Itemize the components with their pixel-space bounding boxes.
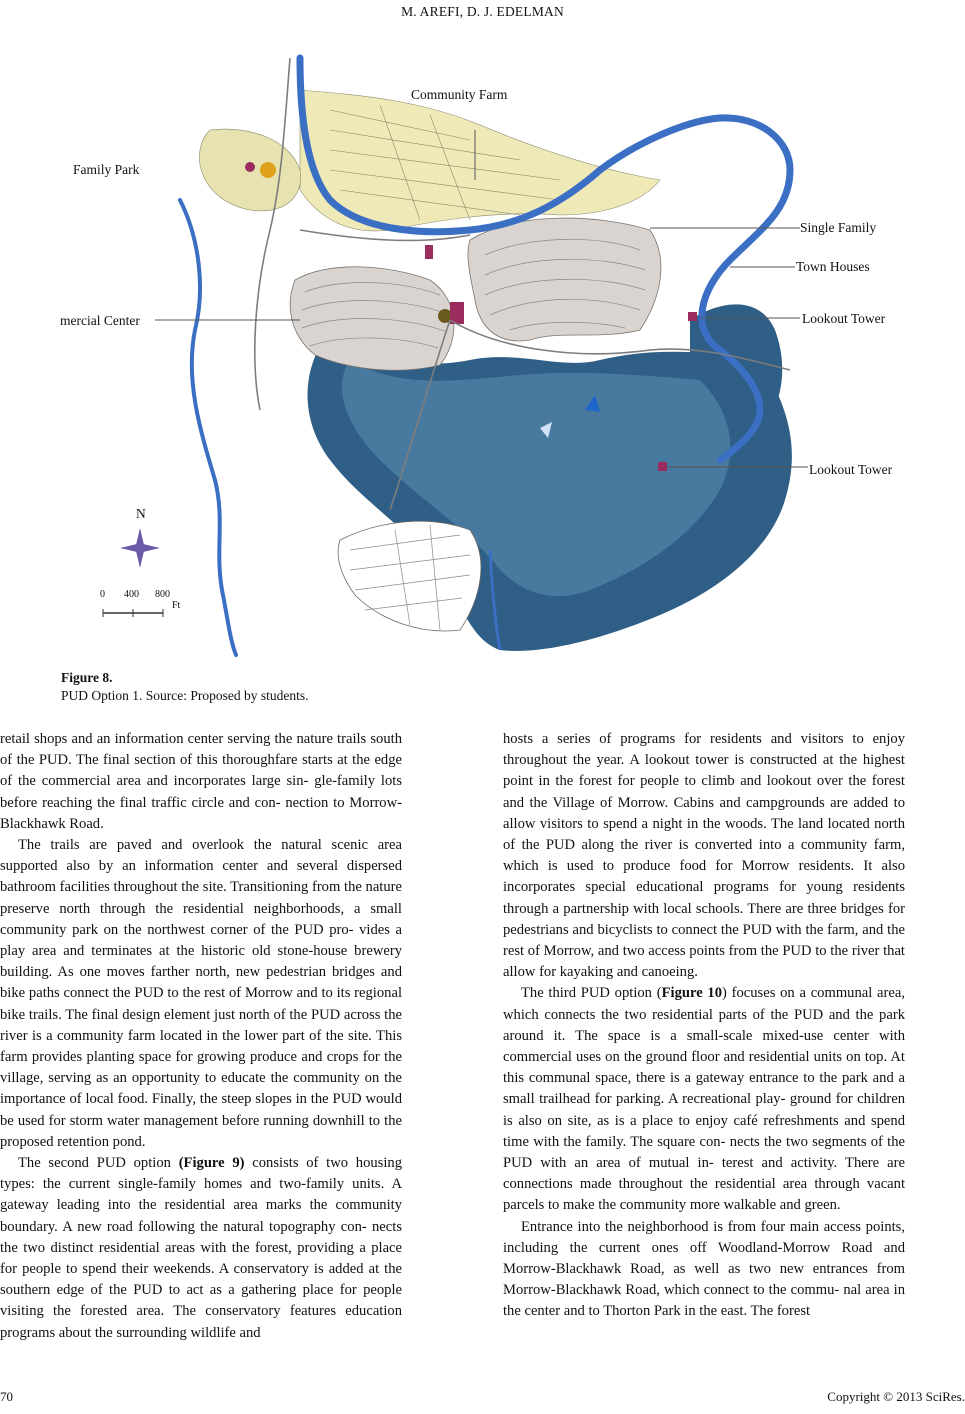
paragraph-text: ) focuses on a communal area, which connects the two residential parts of the PUD and the park around it. The space is a small-scale mixed-use center with commercial uses on the ground floor and residential units on top. At this communal space, there is a gateway entrance to the park and a small trailhead for parking. A recreational play- ground for children is also on site, as is a place to enjoy café refreshments and spend time with the family. The square con- nects the two segments of the PUD with an area of mutual in- terest and activity. There are connections made throughout the residential area through vacant parcels to make the community more walkable and green. bbox=[503, 985, 905, 1214]
scale-tick-0: 0 bbox=[100, 589, 105, 600]
label-family-park: Family Park bbox=[73, 162, 140, 177]
label-community-farm: Community Farm bbox=[411, 87, 508, 102]
figure-caption-text: PUD Option 1. Source: Proposed by students. bbox=[61, 688, 309, 703]
brewery-building bbox=[425, 245, 433, 259]
scale-tick-400: 400 bbox=[124, 589, 139, 600]
label-town-houses: Town Houses bbox=[796, 259, 870, 274]
label-single-family: Single Family bbox=[800, 220, 877, 235]
paragraph-text: The second PUD option bbox=[18, 1155, 179, 1172]
label-lookout-tower-1: Lookout Tower bbox=[802, 311, 886, 326]
community-farm-field bbox=[300, 90, 660, 231]
label-north: N bbox=[136, 506, 146, 521]
scale-tick-800: 800 bbox=[155, 589, 170, 600]
copyright: Copyright © 2013 SciRes. bbox=[827, 1389, 965, 1404]
label-lookout-tower-2: Lookout Tower bbox=[809, 462, 893, 477]
lookout-tower-marker-2 bbox=[658, 462, 667, 471]
paragraph: Entrance into the neighborhood is from four main access points, including the current ones off Woodland-Morrow Road and Morrow-Blackhawk Road, as well as two new entrances from Morrow-Blackhawk Road, which connect to the commu- nal area in the center and to Thorton Park in the east. The forest bbox=[503, 1218, 905, 1320]
paragraph-text: consists of two housing types: the current single-family homes and two-family units. A gateway leading into the residential area marks the community boundary. A new road following the natural topography con- nects the two distinct residential areas with the forest, providing a place for people to spend their weekends. A conservatory is added at the southern edge of the PUD to act as a gathering place for people visiting the forested area. The conservatory features education programs about the surrounding wildlife and bbox=[0, 1155, 402, 1341]
paragraph-text: The third PUD option ( bbox=[521, 985, 662, 1002]
paragraph: retail shops and an information center serving the nature trails south of the PUD. The final section of this thoroughfare starts at the edge of the commercial area and incorporates large sin- gle-family lots before reaching the final traffic circle and con- nection to Morrow-Blackhawk Road. bbox=[0, 731, 402, 832]
figure-number: Figure 8. bbox=[61, 670, 113, 685]
text-column-left bbox=[0, 729, 402, 1344]
paragraph bbox=[503, 983, 905, 1216]
river-west bbox=[180, 200, 236, 655]
figure-reference: Figure 10 bbox=[661, 985, 723, 1002]
page-number: 70 bbox=[0, 1389, 13, 1404]
text-column-right bbox=[503, 729, 905, 1323]
figure-reference: (Figure 9) bbox=[178, 1155, 245, 1172]
label-commercial-center: mercial Center bbox=[60, 313, 140, 328]
running-head: M. AREFI, D. J. EDELMAN bbox=[401, 4, 564, 19]
north-arrow bbox=[120, 528, 160, 568]
park-feature bbox=[260, 162, 276, 178]
figure-site-plan bbox=[0, 30, 965, 670]
paragraph bbox=[0, 1153, 402, 1344]
scale-unit: Ft bbox=[172, 600, 181, 611]
site-plan-map bbox=[0, 30, 965, 670]
figure-caption bbox=[61, 669, 309, 705]
paragraph: The trails are paved and overlook the natural scenic area supported also by an information center and several dispersed bathroom facilities throughout the site. Transitioning from the nature preserve north through the residential neighborhoods, a small community park on the northwest corner of the PUD pro- vides a play area and terminates at the historic old stone-house brewery building. As one moves farther north, new pedestrian bridges and bike paths connect the PUD to the rest of Morrow and to its regional bike trails. The final design element just north of the PUD across the river is a community farm located in the lower part of the site. This farm provides planting space for growing produce and crops for the village, serving as an opportunity to educate the community on the importance of local food. Finally, the steep slopes in the PUD would be used for storm water management before running downhill to the proposed retention pond. bbox=[0, 837, 402, 1150]
paragraph: hosts a series of programs for residents and visitors to enjoy throughout the year. A lookout tower is constructed at the highest point in the forest for people to climb and lookout over the forest and the Village of Morrow. Cabins and campgrounds are added to allow visitors to spend a night in the woods. The land located north of the PUD along the river is converted into a community farm, which is used to produce food for Morrow residents. It also incorporates special educational programs for young residents through a partnership with local schools. There are three bridges for pedestrians and bicyclists to connect the PUD with the farm, and the rest of Morrow, and two access points from the PUD to the river that allow for kayaking and canoeing. bbox=[503, 731, 905, 981]
lookout-tower-marker-1 bbox=[688, 312, 697, 321]
park-feature-2 bbox=[245, 162, 255, 172]
